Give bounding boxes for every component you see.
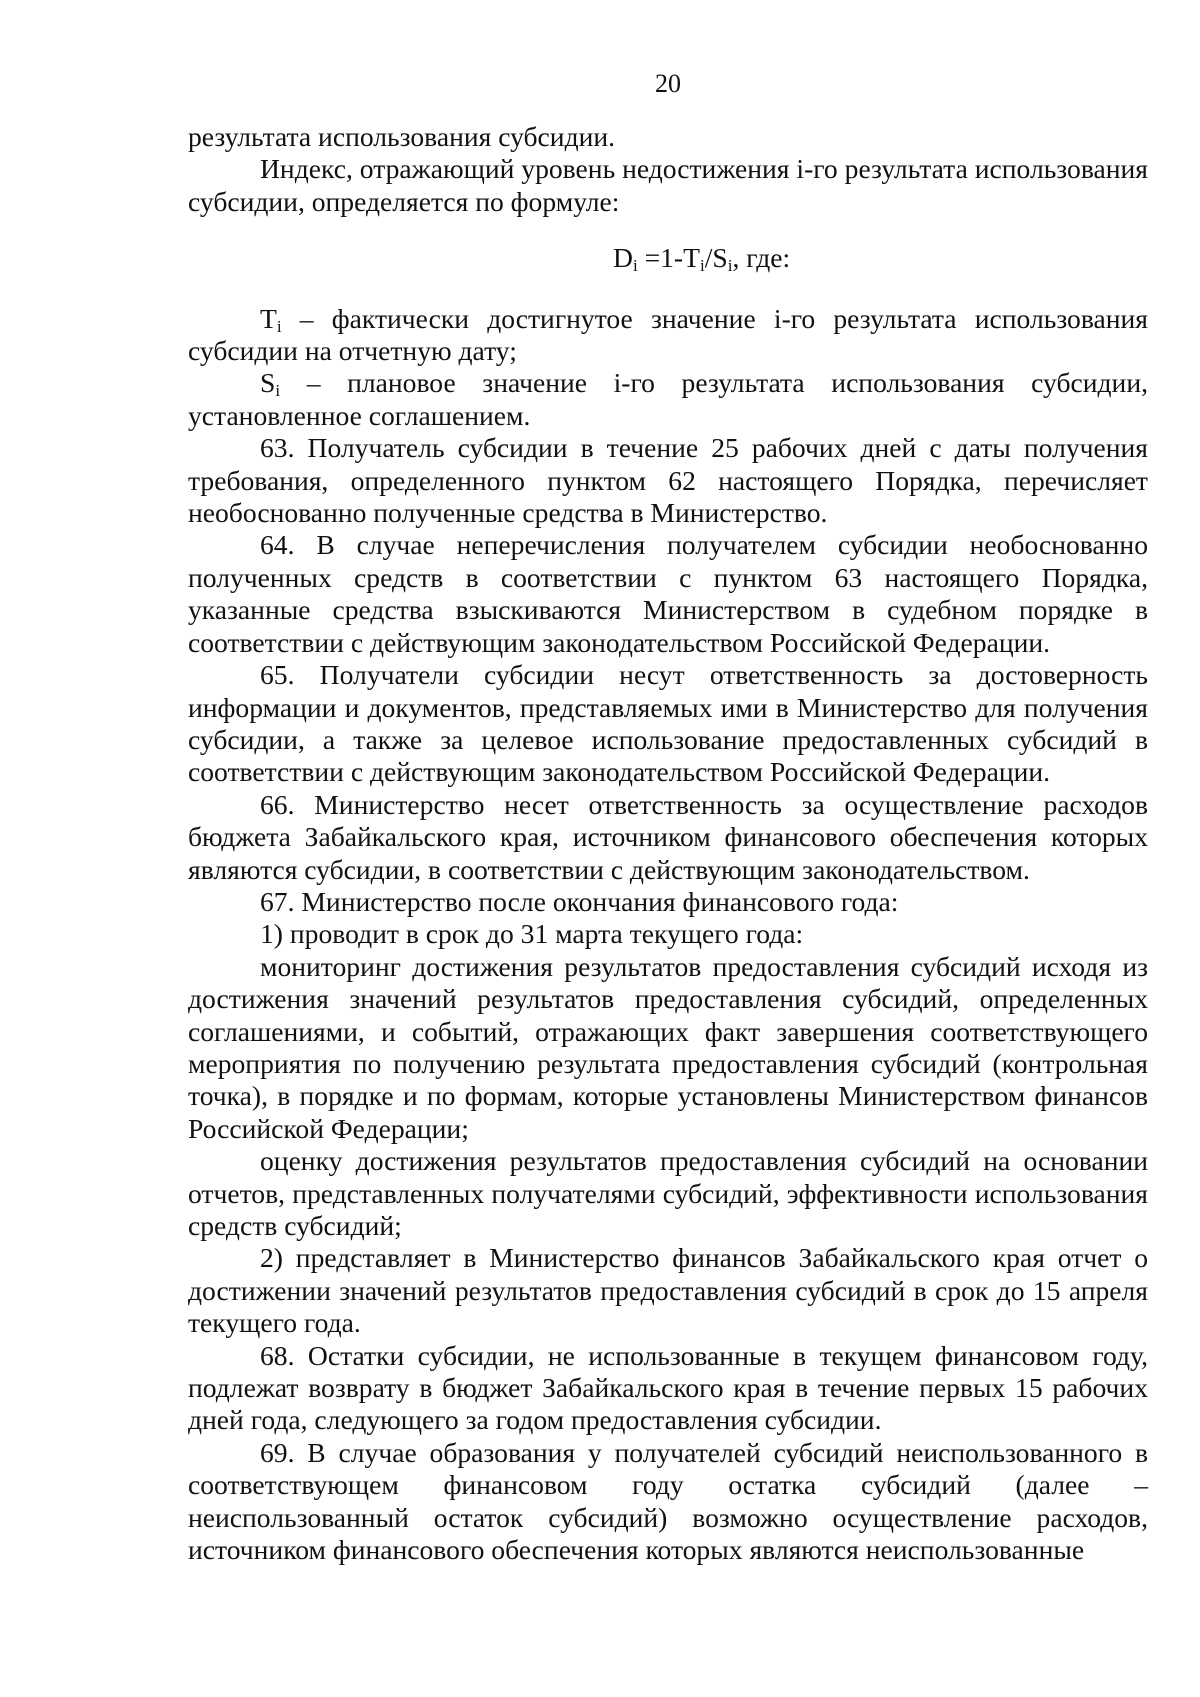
definition-t [188, 303, 1148, 368]
formula-t-sub: i [699, 256, 705, 276]
page-number: 20 [655, 69, 681, 98]
document-body [188, 121, 1148, 1566]
definition-t-symbol: T [260, 302, 277, 334]
paragraph-68: 68. Остатки субсидии, не использованные в текущем финансовом году, подлежат возврату в бюджет Забайкальского края в течение первых 15 рабочих дней года, следующего за годом предоставления субсидии. [188, 1339, 1148, 1436]
formula-slash: /S [704, 242, 728, 274]
definition-t-text: – фактически достигнутое значение i-го результата использования субсидии на отчетную дату; [188, 302, 1148, 367]
paragraph-67-assessment: оценку достижения результатов предоставления субсидий на основании отчетов, представленных получателями субсидий, эффективности использования средств субсидий; [188, 1145, 1148, 1241]
definition-s-sub: i [275, 381, 281, 401]
formula-eq: =1-T [637, 242, 700, 274]
formula-s-sub: i [727, 256, 733, 276]
definition-t-sub: i [276, 316, 282, 336]
formula-tail: , где: [732, 242, 791, 274]
paragraph-67-item-2: 2) представляет в Министерство финансов Забайкальского края отчет о достижении значений результатов предоставления субсидий в срок до 15 апреля текущего года. [188, 1242, 1148, 1339]
formula-d: D [613, 242, 633, 274]
paragraph-continuation: результата использования субсидии. [188, 121, 616, 152]
paragraph-63: 63. Получатель субсидии в течение 25 рабочих дней с даты получения требования, определенного пунктом 62 настоящего Порядка, перечисляет необоснованно полученные средства в Министерство. [188, 432, 1148, 529]
definition-s [188, 367, 1148, 432]
paragraph-66: 66. Министерство несет ответственность за осуществление расходов бюджета Забайкальского края, источником финансового обеспечения которых являются субсидии, в соответствии с действующим законодательством. [188, 788, 1148, 885]
paragraph-67: 67. Министерство после окончания финансового года: [260, 885, 899, 917]
paragraph-67-monitoring: мониторинг достижения результатов предоставления субсидий исходя из достижения значений результатов предоставления субсидий, определенных соглашениями, и событий, отражающих факт завершения соответствующего мероприятия по получению результата предоставления субсидий (контрольная точка), в порядке и по формам, которые установлены Министерством финансов Российской Федерации; [188, 950, 1148, 1144]
formula [188, 242, 1148, 274]
paragraph-index-intro: Индекс, отражающий уровень недостижения i-го результата использования субсидии, определяется по формуле: [188, 153, 1148, 217]
formula-d-sub: i [632, 256, 638, 276]
paragraph-69: 69. В случае образования у получателей субсидий неиспользованного в соответствующем финансовом году остатка субсидий (далее – неиспользованный остаток субсидий) возможно осуществление расходов, источником финансового обеспечения которых являются неиспользованные [188, 1436, 1148, 1566]
paragraph-67-item-1: 1) проводит в срок до 31 марта текущего года: [260, 918, 804, 950]
paragraph-65: 65. Получатели субсидии несут ответственность за достоверность информации и документов, представляемых ими в Министерство для получения субсидии, а также за целевое использование предоставленных субсидий в соответствии с действующим законодательством Российской Федерации. [188, 659, 1148, 788]
paragraph-64: 64. В случае неперечисления получателем субсидии необоснованно полученных средств в соответствии с пунктом 63 настоящего Порядка, указанные средства взыскиваются Министерством в судебном порядке в соответствии с действующим законодательством Российской Федерации. [188, 529, 1148, 658]
definition-s-symbol: S [260, 367, 276, 399]
definition-s-text: – плановое значение i-го результата использования субсидии, установленное соглашением. [188, 367, 1148, 431]
